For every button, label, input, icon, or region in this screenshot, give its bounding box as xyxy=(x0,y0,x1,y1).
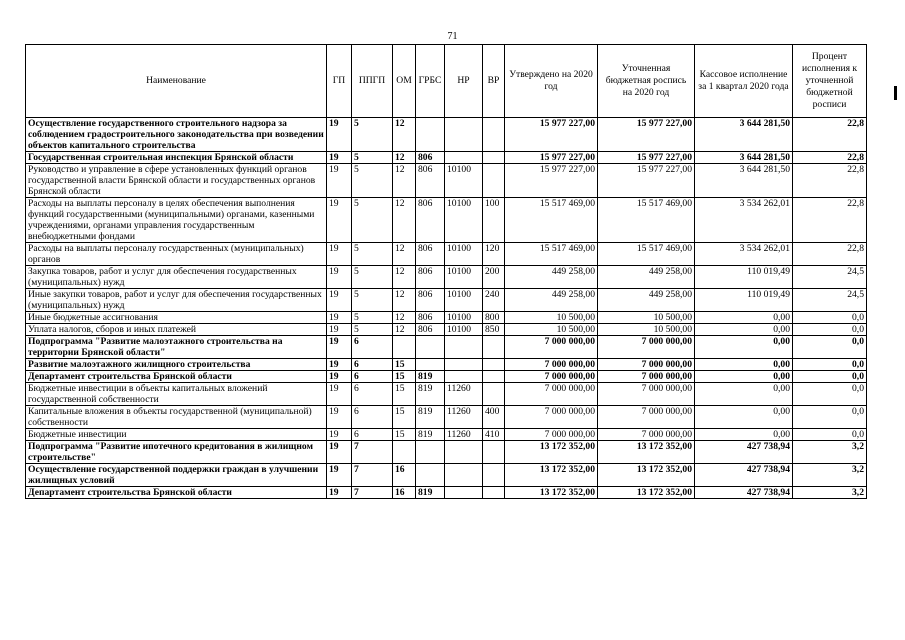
cell-approved: 7 000 000,00 xyxy=(505,383,598,406)
cell-vr xyxy=(483,336,505,359)
cell-cash: 0,00 xyxy=(695,371,793,383)
cell-approved: 10 500,00 xyxy=(505,324,598,336)
cell-ppgp: 6 xyxy=(352,429,393,441)
table-row xyxy=(26,289,867,312)
cell-refined: 7 000 000,00 xyxy=(598,406,695,429)
cell-cash: 427 738,94 xyxy=(695,441,793,464)
cell-percent: 22,8 xyxy=(793,164,867,198)
cell-ppgp: 5 xyxy=(352,266,393,289)
cell-cash: 0,00 xyxy=(695,383,793,406)
cell-ppgp: 5 xyxy=(352,118,393,152)
cell-name: Департамент строительства Брянской области xyxy=(26,371,327,383)
cell-gp: 19 xyxy=(327,371,352,383)
cell-ppgp: 5 xyxy=(352,324,393,336)
cell-gp: 19 xyxy=(327,152,352,164)
cell-grbs: 806 xyxy=(416,324,445,336)
cell-refined: 7 000 000,00 xyxy=(598,371,695,383)
cell-nr: 11260 xyxy=(445,429,483,441)
cell-gp: 19 xyxy=(327,118,352,152)
cell-nr xyxy=(445,441,483,464)
cell-gp: 19 xyxy=(327,441,352,464)
cell-grbs: 806 xyxy=(416,289,445,312)
cell-approved: 7 000 000,00 xyxy=(505,371,598,383)
cell-approved: 15 517 469,00 xyxy=(505,243,598,266)
cell-approved: 449 258,00 xyxy=(505,266,598,289)
table-row xyxy=(26,198,867,243)
cell-name: Капитальные вложения в объекты государственной (муниципальной) собственности xyxy=(26,406,327,429)
cell-name: Закупка товаров, работ и услуг для обеспечения государственных (муниципальных) нужд xyxy=(26,266,327,289)
header-approved: Утверждено на 2020 год xyxy=(505,45,598,118)
cell-cash: 3 644 281,50 xyxy=(695,164,793,198)
cell-grbs: 806 xyxy=(416,198,445,243)
cell-grbs: 806 xyxy=(416,164,445,198)
cell-gp: 19 xyxy=(327,324,352,336)
cell-refined: 449 258,00 xyxy=(598,266,695,289)
cell-percent: 0,0 xyxy=(793,429,867,441)
cell-vr xyxy=(483,359,505,371)
table-row xyxy=(26,243,867,266)
table-row xyxy=(26,152,867,164)
cell-om: 15 xyxy=(393,371,416,383)
cell-refined: 10 500,00 xyxy=(598,324,695,336)
cell-name: Расходы на выплаты персоналу государственных (муниципальных) органов xyxy=(26,243,327,266)
cell-refined: 15 977 227,00 xyxy=(598,152,695,164)
cell-nr xyxy=(445,371,483,383)
table-row xyxy=(26,164,867,198)
cell-om xyxy=(393,441,416,464)
cell-gp: 19 xyxy=(327,359,352,371)
table-row xyxy=(26,371,867,383)
cell-nr: 10100 xyxy=(445,312,483,324)
cell-gp: 19 xyxy=(327,164,352,198)
cell-name: Бюджетные инвестиции xyxy=(26,429,327,441)
cell-approved: 449 258,00 xyxy=(505,289,598,312)
cell-nr xyxy=(445,487,483,499)
cell-vr: 410 xyxy=(483,429,505,441)
cell-percent: 24,5 xyxy=(793,289,867,312)
header-ppgp: ППГП xyxy=(352,45,393,118)
table-body xyxy=(26,118,867,499)
cell-nr xyxy=(445,152,483,164)
cell-name: Подпрограмма "Развитие ипотечного кредитования в жилищном строительстве" xyxy=(26,441,327,464)
cell-om: 12 xyxy=(393,164,416,198)
cell-approved: 13 172 352,00 xyxy=(505,441,598,464)
cell-vr: 400 xyxy=(483,406,505,429)
cell-ppgp: 5 xyxy=(352,152,393,164)
cell-om: 12 xyxy=(393,289,416,312)
cell-gp: 19 xyxy=(327,487,352,499)
cell-vr: 850 xyxy=(483,324,505,336)
header-gp: ГП xyxy=(327,45,352,118)
cell-refined: 7 000 000,00 xyxy=(598,336,695,359)
cell-refined: 15 517 469,00 xyxy=(598,198,695,243)
cell-grbs xyxy=(416,118,445,152)
cell-name: Осуществление государственной поддержки граждан в улучшении жилищных условий xyxy=(26,464,327,487)
cell-vr xyxy=(483,152,505,164)
header-row xyxy=(26,45,867,118)
cell-gp: 19 xyxy=(327,429,352,441)
cell-cash: 0,00 xyxy=(695,406,793,429)
cell-grbs xyxy=(416,464,445,487)
cell-nr xyxy=(445,336,483,359)
cell-grbs: 806 xyxy=(416,243,445,266)
cell-cash: 0,00 xyxy=(695,429,793,441)
cell-gp: 19 xyxy=(327,464,352,487)
table-row xyxy=(26,266,867,289)
cell-cash: 0,00 xyxy=(695,359,793,371)
budget-table xyxy=(25,44,867,499)
cell-om: 12 xyxy=(393,266,416,289)
cell-cash: 427 738,94 xyxy=(695,464,793,487)
cell-cash: 3 534 262,01 xyxy=(695,198,793,243)
cell-om: 16 xyxy=(393,464,416,487)
cell-vr xyxy=(483,383,505,406)
cell-om: 15 xyxy=(393,383,416,406)
table-row xyxy=(26,118,867,152)
cell-refined: 15 977 227,00 xyxy=(598,118,695,152)
cell-grbs xyxy=(416,441,445,464)
cell-percent: 0,0 xyxy=(793,324,867,336)
cell-gp: 19 xyxy=(327,312,352,324)
edge-mark xyxy=(894,86,897,100)
cell-cash: 0,00 xyxy=(695,336,793,359)
cell-name: Руководство и управление в сфере установленных функций органов государственной власти Брянской области и государственных органов Брянской области xyxy=(26,164,327,198)
cell-gp: 19 xyxy=(327,406,352,429)
cell-cash: 0,00 xyxy=(695,324,793,336)
table-row xyxy=(26,336,867,359)
cell-vr: 800 xyxy=(483,312,505,324)
cell-nr: 10100 xyxy=(445,243,483,266)
cell-nr xyxy=(445,464,483,487)
cell-name: Уплата налогов, сборов и иных платежей xyxy=(26,324,327,336)
table-row xyxy=(26,464,867,487)
cell-approved: 7 000 000,00 xyxy=(505,429,598,441)
cell-percent: 22,8 xyxy=(793,243,867,266)
cell-om: 15 xyxy=(393,359,416,371)
cell-cash: 3 644 281,50 xyxy=(695,118,793,152)
cell-ppgp: 5 xyxy=(352,243,393,266)
cell-approved: 15 977 227,00 xyxy=(505,152,598,164)
cell-nr: 10100 xyxy=(445,266,483,289)
table-row xyxy=(26,406,867,429)
cell-om: 15 xyxy=(393,406,416,429)
cell-ppgp: 5 xyxy=(352,198,393,243)
cell-approved: 7 000 000,00 xyxy=(505,406,598,429)
cell-refined: 7 000 000,00 xyxy=(598,359,695,371)
cell-vr: 120 xyxy=(483,243,505,266)
cell-om: 12 xyxy=(393,198,416,243)
cell-grbs: 819 xyxy=(416,406,445,429)
cell-refined: 13 172 352,00 xyxy=(598,441,695,464)
cell-name: Иные бюджетные ассигнования xyxy=(26,312,327,324)
cell-percent: 22,8 xyxy=(793,118,867,152)
header-om: ОМ xyxy=(393,45,416,118)
cell-nr xyxy=(445,359,483,371)
cell-percent: 0,0 xyxy=(793,359,867,371)
cell-vr: 200 xyxy=(483,266,505,289)
cell-ppgp: 6 xyxy=(352,371,393,383)
page-number: 71 xyxy=(447,31,458,42)
cell-percent: 22,8 xyxy=(793,152,867,164)
cell-name: Департамент строительства Брянской области xyxy=(26,487,327,499)
cell-vr: 100 xyxy=(483,198,505,243)
cell-cash: 427 738,94 xyxy=(695,487,793,499)
header-grbs: ГРБС xyxy=(416,45,445,118)
cell-approved: 7 000 000,00 xyxy=(505,359,598,371)
table-row xyxy=(26,324,867,336)
cell-om: 12 xyxy=(393,324,416,336)
cell-percent: 0,0 xyxy=(793,383,867,406)
cell-grbs: 806 xyxy=(416,312,445,324)
cell-grbs: 819 xyxy=(416,383,445,406)
cell-approved: 15 977 227,00 xyxy=(505,164,598,198)
cell-nr: 10100 xyxy=(445,289,483,312)
cell-cash: 3 644 281,50 xyxy=(695,152,793,164)
cell-ppgp: 6 xyxy=(352,406,393,429)
cell-ppgp: 5 xyxy=(352,289,393,312)
cell-refined: 15 517 469,00 xyxy=(598,243,695,266)
cell-om: 12 xyxy=(393,243,416,266)
cell-gp: 19 xyxy=(327,336,352,359)
cell-name: Иные закупки товаров, работ и услуг для обеспечения государственных (муниципальных) нужд xyxy=(26,289,327,312)
header-percent: Процент исполнения к уточненной бюджетной росписи xyxy=(793,45,867,118)
cell-vr xyxy=(483,164,505,198)
cell-grbs: 819 xyxy=(416,429,445,441)
table-row xyxy=(26,441,867,464)
cell-approved: 13 172 352,00 xyxy=(505,464,598,487)
cell-name: Государственная строительная инспекция Брянской области xyxy=(26,152,327,164)
cell-name: Бюджетные инвестиции в объекты капитальных вложений государственной собственности xyxy=(26,383,327,406)
cell-cash: 110 019,49 xyxy=(695,289,793,312)
header-nr: НР xyxy=(445,45,483,118)
table-row xyxy=(26,487,867,499)
cell-ppgp: 7 xyxy=(352,487,393,499)
cell-percent: 0,0 xyxy=(793,312,867,324)
cell-nr: 10100 xyxy=(445,198,483,243)
cell-om: 12 xyxy=(393,152,416,164)
cell-approved: 10 500,00 xyxy=(505,312,598,324)
cell-grbs: 819 xyxy=(416,371,445,383)
cell-nr xyxy=(445,118,483,152)
header-name: Наименование xyxy=(26,45,327,118)
cell-refined: 13 172 352,00 xyxy=(598,487,695,499)
cell-gp: 19 xyxy=(327,266,352,289)
cell-ppgp: 7 xyxy=(352,441,393,464)
header-cash: Кассовое исполнение за 1 квартал 2020 года xyxy=(695,45,793,118)
cell-refined: 7 000 000,00 xyxy=(598,429,695,441)
cell-ppgp: 6 xyxy=(352,383,393,406)
cell-ppgp: 6 xyxy=(352,359,393,371)
cell-gp: 19 xyxy=(327,243,352,266)
cell-vr xyxy=(483,464,505,487)
cell-refined: 13 172 352,00 xyxy=(598,464,695,487)
cell-percent: 22,8 xyxy=(793,198,867,243)
cell-nr: 10100 xyxy=(445,324,483,336)
cell-ppgp: 7 xyxy=(352,464,393,487)
cell-nr: 11260 xyxy=(445,406,483,429)
cell-vr: 240 xyxy=(483,289,505,312)
cell-name: Развитие малоэтажного жилищного строительства xyxy=(26,359,327,371)
cell-grbs xyxy=(416,336,445,359)
cell-grbs: 806 xyxy=(416,152,445,164)
cell-name: Расходы на выплаты персоналу в целях обеспечения выполнения функций государственными (муниципальными) органами, казенными учреждениями, органами управления государственным внебюджетными фондами xyxy=(26,198,327,243)
table-row xyxy=(26,429,867,441)
cell-om: 15 xyxy=(393,429,416,441)
table-row xyxy=(26,359,867,371)
header-vr: ВР xyxy=(483,45,505,118)
cell-vr xyxy=(483,371,505,383)
cell-vr xyxy=(483,118,505,152)
table-row xyxy=(26,312,867,324)
cell-refined: 7 000 000,00 xyxy=(598,383,695,406)
cell-percent: 0,0 xyxy=(793,336,867,359)
cell-cash: 3 534 262,01 xyxy=(695,243,793,266)
cell-approved: 15 517 469,00 xyxy=(505,198,598,243)
table-row xyxy=(26,383,867,406)
cell-ppgp: 6 xyxy=(352,336,393,359)
header-refined: Уточненная бюджетная роспись на 2020 год xyxy=(598,45,695,118)
cell-approved: 15 977 227,00 xyxy=(505,118,598,152)
cell-percent: 3,2 xyxy=(793,441,867,464)
cell-cash: 110 019,49 xyxy=(695,266,793,289)
cell-vr xyxy=(483,441,505,464)
cell-ppgp: 5 xyxy=(352,312,393,324)
cell-om xyxy=(393,336,416,359)
cell-refined: 15 977 227,00 xyxy=(598,164,695,198)
cell-approved: 13 172 352,00 xyxy=(505,487,598,499)
cell-percent: 0,0 xyxy=(793,406,867,429)
cell-om: 16 xyxy=(393,487,416,499)
cell-grbs: 819 xyxy=(416,487,445,499)
cell-percent: 24,5 xyxy=(793,266,867,289)
cell-cash: 0,00 xyxy=(695,312,793,324)
cell-percent: 3,2 xyxy=(793,487,867,499)
cell-gp: 19 xyxy=(327,198,352,243)
cell-vr xyxy=(483,487,505,499)
cell-name: Осуществление государственного строительного надзора за соблюдением градостроительного законодательства при возведении объектов капитального строительства xyxy=(26,118,327,152)
cell-percent: 0,0 xyxy=(793,371,867,383)
cell-refined: 449 258,00 xyxy=(598,289,695,312)
cell-nr: 10100 xyxy=(445,164,483,198)
cell-refined: 10 500,00 xyxy=(598,312,695,324)
cell-grbs xyxy=(416,359,445,371)
cell-gp: 19 xyxy=(327,383,352,406)
cell-ppgp: 5 xyxy=(352,164,393,198)
cell-om: 12 xyxy=(393,312,416,324)
cell-om: 12 xyxy=(393,118,416,152)
cell-nr: 11260 xyxy=(445,383,483,406)
cell-approved: 7 000 000,00 xyxy=(505,336,598,359)
cell-name: Подпрограмма "Развитие малоэтажного строительства на территории Брянской области" xyxy=(26,336,327,359)
cell-grbs: 806 xyxy=(416,266,445,289)
cell-gp: 19 xyxy=(327,289,352,312)
cell-percent: 3,2 xyxy=(793,464,867,487)
